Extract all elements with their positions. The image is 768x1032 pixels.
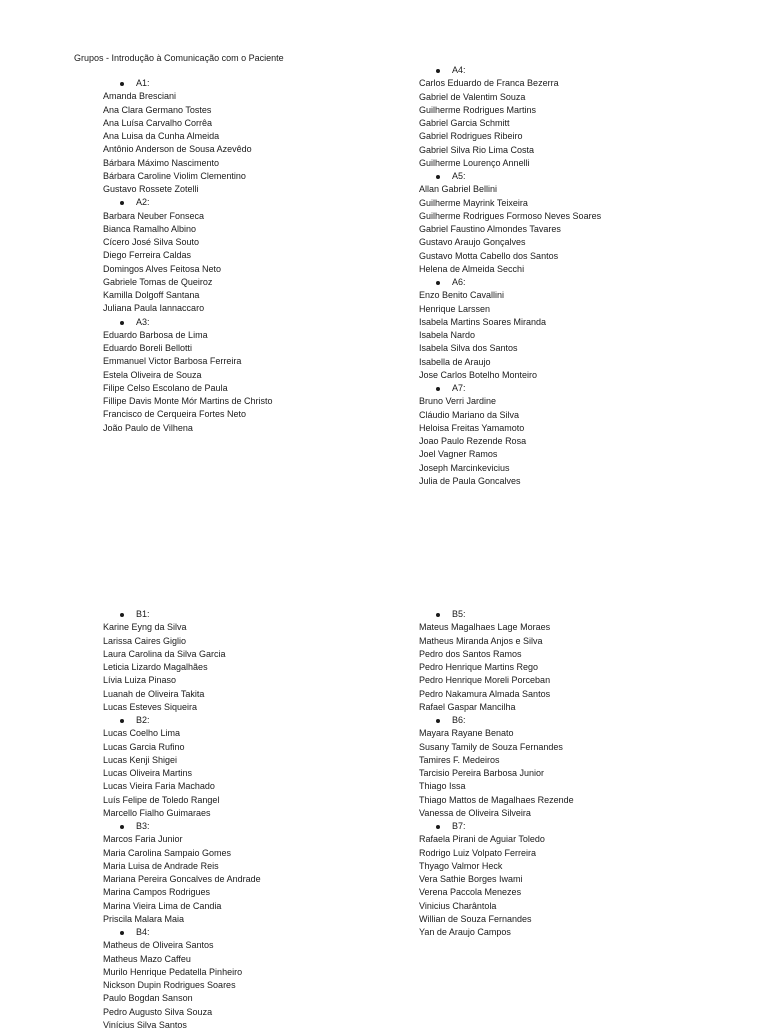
group	[103, 608, 403, 714]
member-name: Gabriel Garcia Schmitt	[419, 118, 510, 128]
member-name: Mayara Rayane Benato	[419, 728, 514, 739]
group	[103, 196, 403, 315]
bullet-icon	[436, 825, 440, 829]
group-heading	[103, 77, 403, 90]
member-name: Tamires F. Medeiros	[419, 754, 500, 765]
member-name: Marina Vieira Lima de Candia	[103, 900, 222, 911]
member-name: Paulo Bogdan Sanson	[103, 993, 193, 1004]
bullet-icon	[120, 719, 124, 723]
member-name: Priscila Malara Maia	[103, 913, 185, 924]
document-title: Grupos - Introdução à Comunicação com o Paciente	[74, 53, 284, 63]
member-name: Vinícius Silva Santos	[103, 1019, 187, 1030]
member-name: Matheus de Oliveira Santos	[103, 940, 214, 951]
member-name: Eduardo Barbosa de Lima	[103, 329, 208, 340]
member-name: Gustavo Motta Cabello dos Santos	[419, 250, 559, 261]
group-heading	[103, 316, 403, 329]
group-label: A2:	[136, 197, 150, 208]
group-heading	[419, 64, 719, 77]
member-name: Maria Carolina Sampaio Gomes	[103, 847, 232, 858]
member-name: Marina Campos Rodrigues	[103, 887, 211, 898]
member-name: Maria Luisa de Andrade Reis	[103, 860, 219, 871]
group-heading	[419, 608, 719, 621]
member-name: Fillipe Davis Monte Mór Martins de Christo	[103, 396, 273, 406]
member-name: Henrique Larssen	[419, 303, 491, 314]
group	[103, 714, 403, 820]
bullet-icon	[120, 825, 124, 829]
group	[419, 714, 719, 820]
member-name: Antônio Anderson de Sousa Azevêdo	[103, 144, 252, 155]
column-groups-b5-b7	[419, 608, 719, 939]
member-name: Gabriel de Valentim Souza	[419, 91, 526, 102]
member-name: João Paulo de Vilhena	[103, 422, 193, 433]
member-name: Bianca Ramalho Albino	[103, 223, 197, 234]
member-name: Lucas Vieira Faria Machado	[103, 781, 215, 792]
bullet-icon	[120, 321, 124, 325]
member-name: Bruno Verri Jardine	[419, 396, 497, 407]
group	[103, 820, 403, 926]
member-name: Juliana Paula Iannaccaro	[103, 303, 205, 314]
member-name: Susany Tamily de Souza Fernandes	[419, 741, 563, 752]
group-heading	[103, 714, 403, 727]
bullet-icon	[436, 175, 440, 179]
member-name: Rafael Gaspar Mancilha	[419, 701, 516, 712]
bullet-icon	[436, 69, 440, 73]
member-name: Joel Vagner Ramos	[419, 449, 498, 460]
member-name: Nickson Dupin Rodrigues Soares	[103, 980, 236, 990]
member-name: Larissa Caires Giglio	[103, 635, 187, 646]
member-name: Heloisa Freitas Yamamoto	[419, 422, 525, 433]
member-name: Gustavo Rossete Zotelli	[103, 184, 199, 194]
member-name: Eduardo Boreli Bellotti	[103, 343, 193, 353]
member-name: Filipe Celso Escolano de Paula	[103, 382, 228, 393]
member-name: Marcello Fialho Guimaraes	[103, 807, 211, 818]
member-name: Ana Luisa da Cunha Almeida	[103, 131, 220, 141]
group	[419, 382, 719, 488]
member-name: Kamilla Dolgoff Santana	[103, 290, 200, 300]
member-name: Lucas Coelho Lima	[103, 728, 181, 739]
member-name: Leticia Lizardo Magalhães	[103, 662, 208, 672]
member-name: Karine Eyng da Silva	[103, 622, 187, 633]
member-name: Gabriel Rodrigues Ribeiro	[419, 131, 523, 142]
bullet-icon	[436, 387, 440, 391]
group-heading	[419, 382, 719, 395]
group-heading	[419, 170, 719, 183]
member-name: Tarcisio Pereira Barbosa Junior	[419, 768, 545, 778]
member-name: Vinicius Charântola	[419, 900, 497, 911]
member-name: Lívia Luiza Pinaso	[103, 675, 177, 686]
member-name: Luanah de Oliveira Takita	[103, 688, 205, 699]
member-name: Guilherme Lourenço Annelli	[419, 157, 530, 168]
group-label: A7:	[452, 383, 466, 393]
member-name: Joseph Marcinkevicius	[419, 462, 510, 473]
member-name: Cláudio Mariano da Silva	[419, 409, 520, 420]
member-name: Mariana Pereira Goncalves de Andrade	[103, 874, 261, 884]
member-name: Luís Felipe de Toledo Rangel	[103, 794, 220, 805]
group-label: B2:	[136, 715, 150, 725]
bullet-icon	[120, 613, 124, 617]
member-name: Gabriele Tomas de Queiroz	[103, 276, 213, 287]
group-heading	[419, 820, 719, 833]
member-name: Barbara Neuber Fonseca	[103, 210, 205, 221]
member-name: Lucas Garcia Rufino	[103, 741, 185, 752]
member-name: Isabela Nardo	[419, 330, 476, 340]
member-name: Willian de Souza Fernandes	[419, 913, 532, 924]
member-name: Amanda Bresciani	[103, 91, 177, 102]
member-name: Domingos Alves Feitosa Neto	[103, 263, 222, 274]
member-name: Cícero José Silva Souto	[103, 237, 200, 247]
group-label: B1:	[136, 609, 150, 619]
group-label: B3:	[136, 821, 150, 831]
member-name: Lucas Oliveira Martins	[103, 768, 193, 778]
member-name: Diego Ferreira Caldas	[103, 250, 192, 261]
group-label: B7:	[452, 821, 466, 831]
group-label: B4:	[136, 927, 150, 937]
group-label: B5:	[452, 609, 466, 619]
group-label: A3:	[136, 316, 150, 327]
member-name: Vera Sathie Borges Iwami	[419, 874, 523, 884]
member-name: Lucas Kenji Shigei	[103, 754, 178, 765]
member-name: Ana Clara Germano Tostes	[103, 104, 212, 115]
member-name: Julia de Paula Goncalves	[419, 475, 521, 486]
member-name: Rodrigo Luiz Volpato Ferreira	[419, 847, 537, 858]
group	[419, 170, 719, 276]
group-label: A6:	[452, 277, 466, 287]
group	[103, 77, 403, 196]
group-heading	[103, 926, 403, 939]
member-name: Gustavo Araujo Gonçalves	[419, 237, 526, 248]
group	[419, 820, 719, 939]
member-name: Rafaela Pirani de Aguiar Toledo	[419, 834, 545, 845]
member-name: Pedro Henrique Martins Rego	[419, 662, 539, 672]
member-name: Lucas Esteves Siqueira	[103, 701, 198, 712]
member-name: Laura Carolina da Silva Garcia	[103, 648, 226, 659]
group	[419, 64, 719, 170]
member-name: Murilo Henrique Pedatella Pinheiro	[103, 966, 243, 977]
member-name: Vanessa de Oliveira Silveira	[419, 807, 531, 818]
member-name: Pedro dos Santos Ramos	[419, 648, 522, 659]
member-name: Ana Luísa Carvalho Corrêa	[103, 117, 213, 128]
member-name: Pedro Nakamura Almada Santos	[419, 688, 551, 699]
member-name: Isabella de Araujo	[419, 356, 491, 367]
bullet-icon	[120, 82, 124, 86]
member-name: Bárbara Caroline Violim Clementino	[103, 170, 246, 181]
member-name: Enzo Benito Cavallini	[419, 290, 505, 301]
member-name: Estela Oliveira de Souza	[103, 369, 202, 380]
member-name: Allan Gabriel Bellini	[419, 184, 498, 195]
member-name: Guilherme Mayrink Teixeira	[419, 197, 528, 208]
member-name: Isabela Martins Soares Miranda	[419, 316, 547, 327]
member-name: Guilherme Rodrigues Martins	[419, 104, 537, 115]
member-name: Matheus Miranda Anjos e Silva	[419, 635, 543, 646]
group-label: A4:	[452, 65, 466, 75]
member-name: Thiago Issa	[419, 781, 466, 792]
member-name: Joao Paulo Rezende Rosa	[419, 436, 527, 446]
member-name: Marcos Faria Junior	[103, 834, 183, 845]
member-name: Bárbara Máximo Nascimento	[103, 157, 220, 168]
member-name: Verena Paccola Menezes	[419, 887, 522, 898]
member-name: Helena de Almeida Secchi	[419, 263, 525, 274]
member-name: Matheus Mazo Caffeu	[103, 953, 191, 964]
group-heading	[103, 820, 403, 833]
member-name: Thyago Valmor Heck	[419, 860, 503, 871]
group-heading	[103, 608, 403, 621]
member-name: Pedro Henrique Moreli Porceban	[419, 675, 551, 686]
member-name: Francisco de Cerqueira Fortes Neto	[103, 409, 247, 420]
group-heading	[419, 714, 719, 727]
member-name: Gabriel Silva Rio Lima Costa	[419, 144, 535, 155]
bullet-icon	[436, 613, 440, 617]
member-name: Jose Carlos Botelho Monteiro	[419, 369, 538, 380]
member-name: Mateus Magalhaes Lage Moraes	[419, 622, 551, 633]
member-name: Emmanuel Victor Barbosa Ferreira	[103, 356, 242, 367]
member-name: Isabela Silva dos Santos	[419, 343, 518, 354]
group-label: B6:	[452, 715, 466, 725]
column-groups-b1-b4	[103, 608, 403, 1032]
group	[103, 926, 403, 1032]
member-name: Pedro Augusto Silva Souza	[103, 1006, 213, 1017]
group-heading	[419, 276, 719, 289]
group	[419, 276, 719, 382]
column-groups-a4-a7	[419, 64, 719, 488]
group-label: A5:	[452, 171, 466, 181]
bullet-icon	[120, 201, 124, 205]
bullet-icon	[436, 281, 440, 285]
group	[419, 608, 719, 714]
member-name: Gabriel Faustino Almondes Tavares	[419, 224, 561, 234]
bullet-icon	[436, 719, 440, 723]
member-name: Carlos Eduardo de Franca Bezerra	[419, 78, 559, 89]
column-groups-a1-a3	[103, 77, 403, 435]
member-name: Thiago Mattos de Magalhaes Rezende	[419, 794, 574, 805]
bullet-icon	[120, 931, 124, 935]
group	[103, 316, 403, 435]
group-heading	[103, 196, 403, 209]
member-name: Yan de Araujo Campos	[419, 927, 511, 937]
member-name: Guilherme Rodrigues Formoso Neves Soares	[419, 210, 602, 221]
group-label: A1:	[136, 78, 150, 88]
